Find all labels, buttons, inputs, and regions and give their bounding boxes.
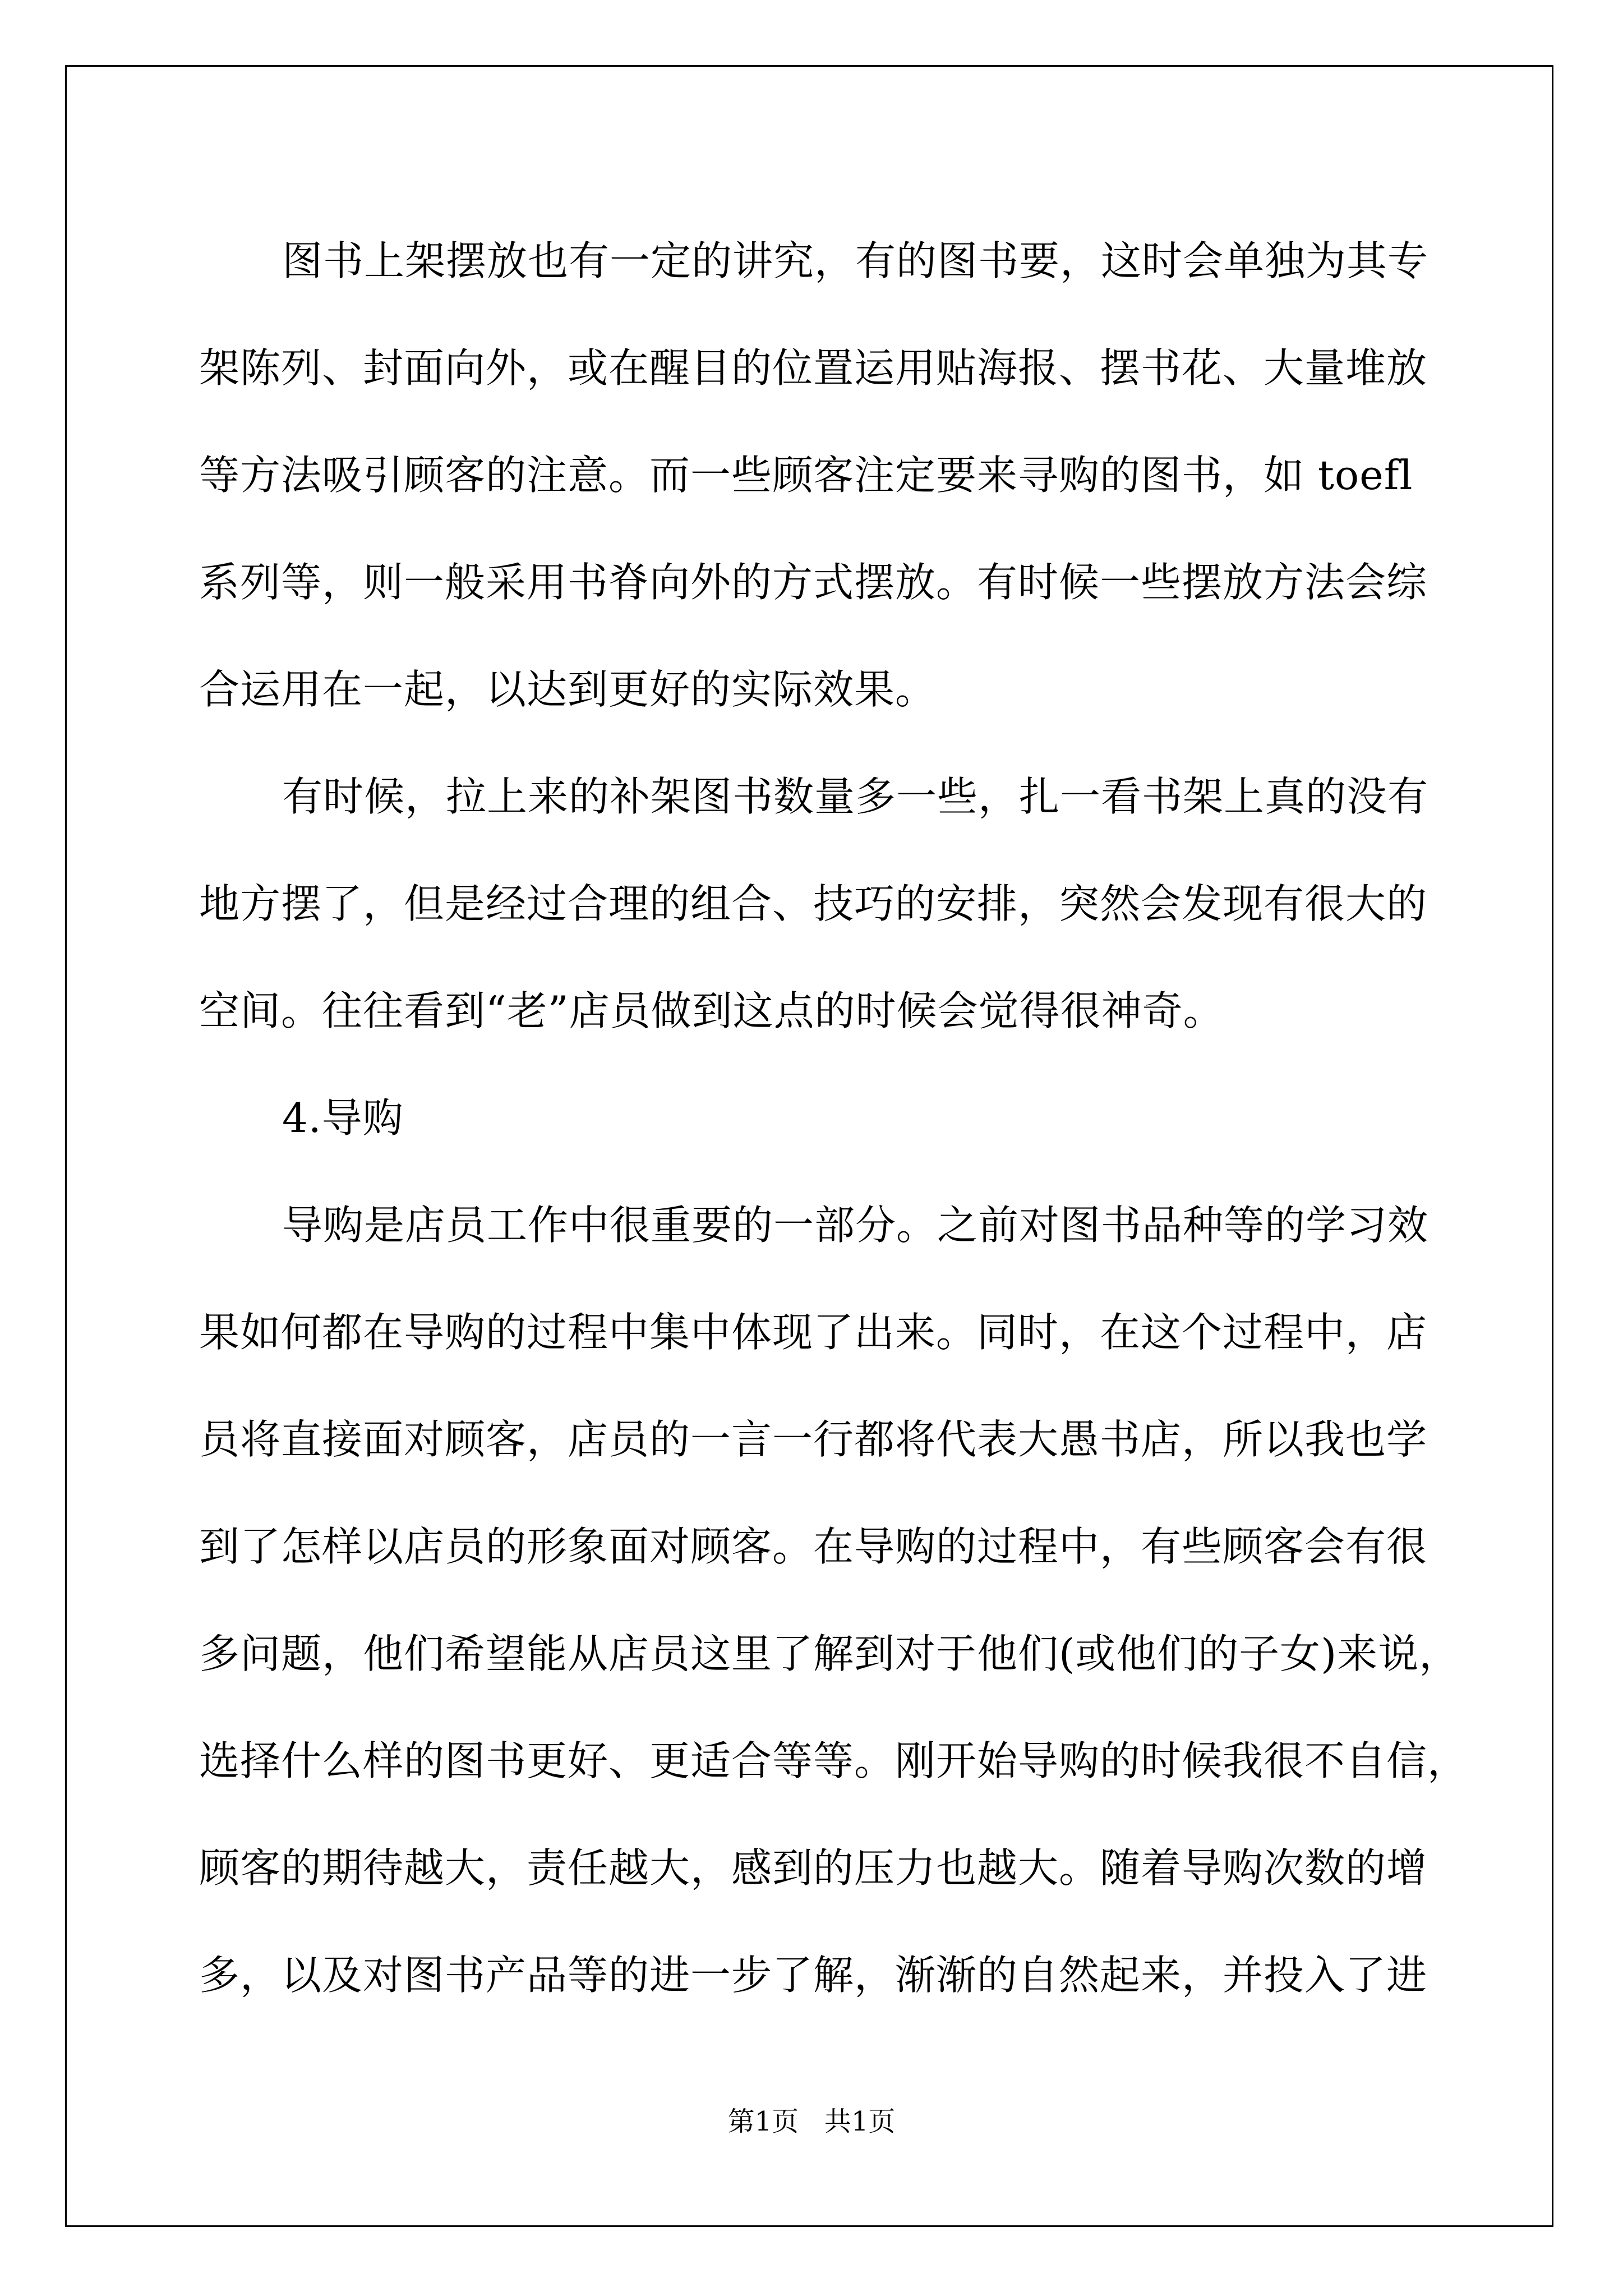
paragraph-line: 到了怎样以店员的形象面对顾客。在导购的过程中，有些顾客会有很 [199, 1523, 1428, 1570]
section-heading: 4.导购 [282, 1094, 404, 1142]
paragraph-line: 果如何都在导购的过程中集中体现了出来。同时，在这个过程中，店 [199, 1309, 1428, 1356]
paragraph-line: 选择什么样的图书更好、更适合等等。刚开始导购的时候我很不自信， [199, 1737, 1469, 1784]
paragraph-line: 地方摆了，但是经过合理的组合、技巧的安排，突然会发现有很大的 [199, 880, 1428, 927]
paragraph-line: 系列等，则一般采用书脊向外的方式摆放。有时候一些摆放方法会综 [199, 559, 1428, 606]
paragraph-line: 顾客的期待越大，责任越大，感到的压力也越大。随着导购次数的增 [199, 1844, 1428, 1892]
document-body [199, 208, 1469, 2029]
paragraph-line: 员将直接面对顾客，店员的一言一行都将代表大愚书店，所以我也学 [199, 1416, 1428, 1463]
page-footer [0, 2105, 1623, 2138]
page-number: 第1页 [727, 2106, 799, 2137]
paragraph-line: 图书上架摆放也有一定的讲究，有的图书要，这时会单独为其专 [282, 237, 1429, 284]
paragraph-line: 多，以及对图书产品等的进一步了解，渐渐的自然起来，并投入了进 [199, 1952, 1428, 1999]
paragraph-line: 架陈列、封面向外，或在醒目的位置运用贴海报、摆书花、大量堆放 [199, 344, 1428, 392]
paragraph-line: 多问题，他们希望能从店员这里了解到对于他们(或他们的子女)来说， [199, 1630, 1460, 1677]
paragraph-line: 有时候，拉上来的补架图书数量多一些，扎一看书架上真的没有 [282, 773, 1429, 820]
paragraph-line: 等方法吸引顾客的注意。而一些顾客注定要来寻购的图书，如 toefl [199, 452, 1413, 499]
page-total: 共1页 [824, 2106, 896, 2137]
paragraph-line: 导购是店员工作中很重要的一部分。之前对图书品种等的学习效 [282, 1202, 1429, 1249]
paragraph-line: 空间。往往看到“老”店员做到这点的时候会觉得很神奇。 [199, 987, 1224, 1034]
paragraph-line: 合运用在一起，以达到更好的实际效果。 [199, 666, 937, 713]
